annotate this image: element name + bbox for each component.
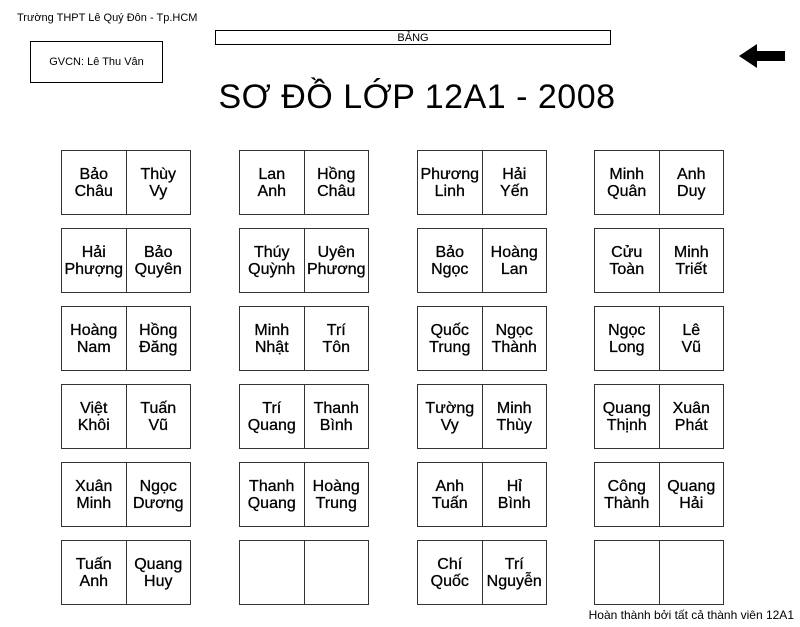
- student-seat: Bảo Ngọc: [431, 243, 469, 278]
- student-seat: [304, 541, 369, 604]
- desk: [239, 384, 369, 449]
- student-seat: [240, 541, 304, 604]
- student-seat: Việt Khôi: [77, 399, 110, 434]
- student-seat: Phương Linh: [420, 165, 480, 200]
- student-seat: Ngọc Dương: [126, 463, 191, 526]
- student-seat: Hải Phượng: [64, 243, 124, 278]
- student-seat: Minh Nhật: [254, 321, 290, 356]
- student-seat: Thúy Quỳnh: [248, 243, 296, 278]
- student-seat: Hoàng Nam: [70, 321, 118, 356]
- desk: [594, 462, 724, 527]
- page-title: SƠ ĐỒ LỚP 12A1 - 2008: [218, 78, 616, 116]
- homeroom-teacher-label: GVCN: Lê Thu Vân: [49, 56, 144, 68]
- student-seat: Chí Quốc: [430, 555, 469, 590]
- student-seat: [595, 541, 659, 604]
- student-seat: Hoàng Lan: [482, 229, 547, 292]
- student-seat: Minh Quân: [607, 165, 647, 200]
- student-seat: Quang Hải: [659, 463, 724, 526]
- blackboard-label: BẢNG: [397, 31, 429, 44]
- student-seat: Hải Yến: [482, 151, 547, 214]
- student-seat: Trí Tôn: [304, 307, 369, 370]
- student-seat: Tuấn Vũ: [126, 385, 191, 448]
- student-seat: Ngọc Long: [608, 321, 646, 356]
- desk: [61, 150, 191, 215]
- desk: [239, 462, 369, 527]
- student-seat: Hồng Đăng: [126, 307, 191, 370]
- desk: [594, 384, 724, 449]
- student-seat: Trí Quang: [247, 399, 296, 434]
- student-seat: Bảo Châu: [74, 165, 113, 200]
- desk: [417, 228, 547, 293]
- desk: [417, 540, 547, 605]
- desk: [61, 462, 191, 527]
- student-seat: Bảo Quyên: [126, 229, 191, 292]
- homeroom-teacher-box: [30, 41, 163, 83]
- footer-credit: Hoàn thành bởi tất cả thành viên 12A1: [588, 608, 794, 622]
- student-seat: Xuân Phát: [659, 385, 724, 448]
- student-seat: Anh Tuấn: [431, 477, 468, 512]
- student-seat: Thùy Vy: [126, 151, 191, 214]
- student-seat: Cửu Toàn: [609, 243, 645, 278]
- student-seat: Lan Anh: [257, 165, 286, 200]
- student-seat: Thanh Bình: [304, 385, 369, 448]
- desk: [61, 228, 191, 293]
- student-seat: Minh Triết: [659, 229, 724, 292]
- desk: [61, 384, 191, 449]
- student-seat: Lê Vũ: [659, 307, 724, 370]
- desk: [239, 540, 369, 605]
- desk: [594, 150, 724, 215]
- desk: [239, 228, 369, 293]
- student-seat: Uyên Phương: [304, 229, 369, 292]
- desk: [417, 384, 547, 449]
- student-seat: Tường Vy: [425, 399, 475, 434]
- student-seat: Hồng Châu: [304, 151, 369, 214]
- student-seat: Ngọc Thành: [482, 307, 547, 370]
- desk: [61, 306, 191, 371]
- student-seat: Trí Nguyễn: [482, 541, 547, 604]
- school-name: Trường THPT Lê Quý Đôn - Tp.HCM: [17, 12, 198, 24]
- student-seat: Hỉ Bình: [482, 463, 547, 526]
- blackboard: [215, 30, 611, 45]
- desk: [417, 462, 547, 527]
- student-seat: Thanh Quang: [247, 477, 296, 512]
- student-seat: [659, 541, 724, 604]
- desk: [594, 540, 724, 605]
- desk: [594, 306, 724, 371]
- student-seat: Minh Thùy: [482, 385, 547, 448]
- student-seat: Hoàng Trung: [304, 463, 369, 526]
- student-seat: Quốc Trung: [429, 321, 471, 356]
- student-seat: Tuấn Anh: [75, 555, 112, 590]
- student-seat: Quang Thịnh: [602, 399, 651, 434]
- desk: [61, 540, 191, 605]
- student-seat: Xuân Minh: [75, 477, 113, 512]
- desk: [239, 306, 369, 371]
- desk: [417, 306, 547, 371]
- desk: [594, 228, 724, 293]
- student-seat: Anh Duy: [659, 151, 724, 214]
- student-seat: Quang Huy: [126, 541, 191, 604]
- desk: [239, 150, 369, 215]
- student-seat: Công Thành: [604, 477, 650, 512]
- desk: [417, 150, 547, 215]
- arrow-left-icon: [739, 44, 785, 68]
